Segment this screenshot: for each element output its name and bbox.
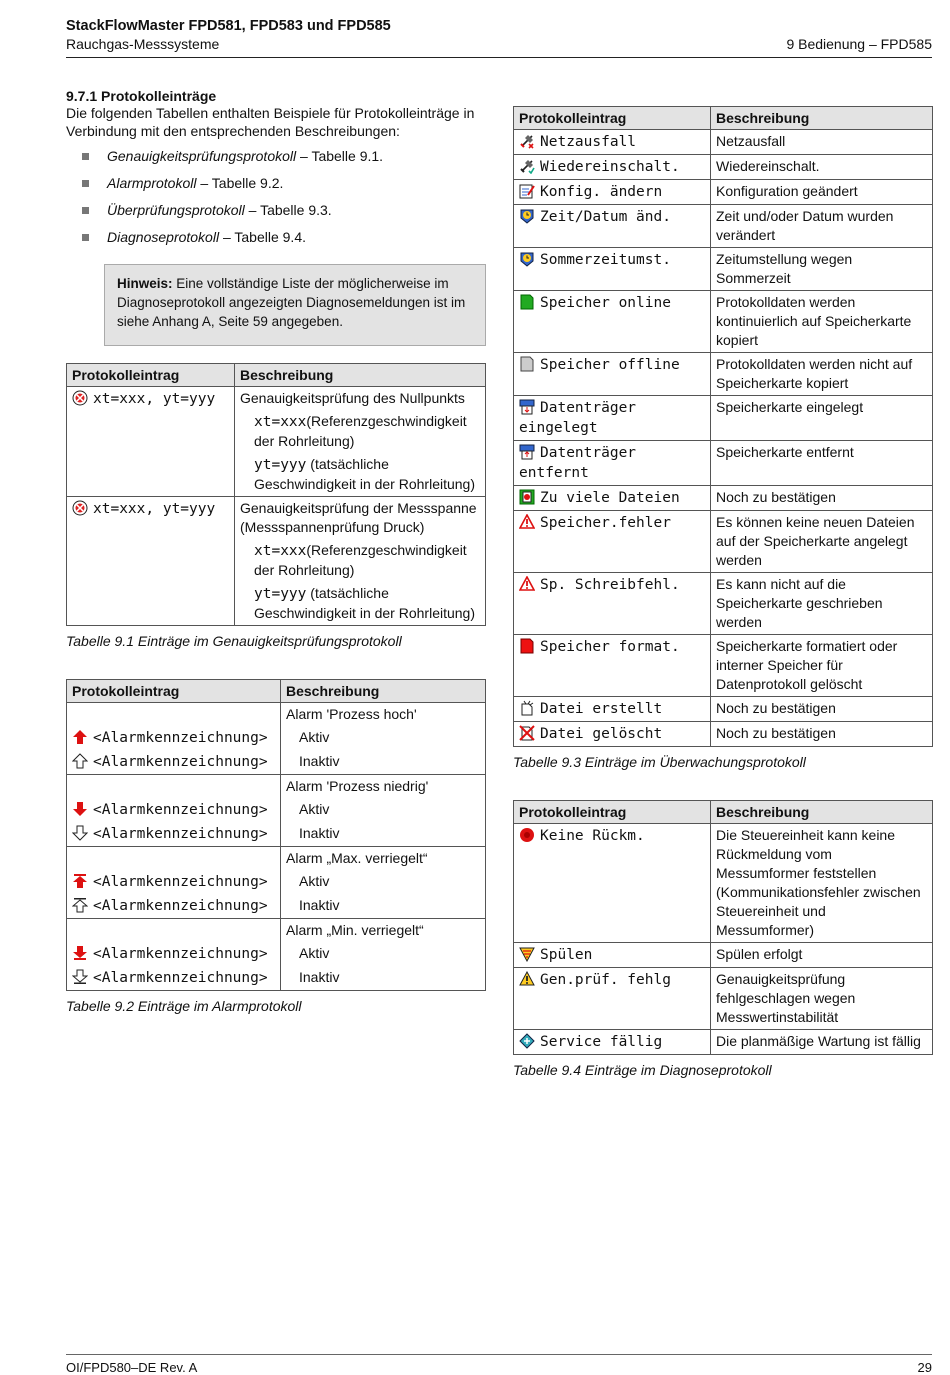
config-edit-icon bbox=[519, 183, 535, 199]
table-row: <Alarmkennzeichnung> Inaktiv bbox=[67, 750, 486, 775]
table-row: xt=xxx, yt=yyy Genauigkeitsprüfung des Nullpunkts xt=xxx(Referenzgeschwindigkeit der Rohrleitung) yt=yyy (tatsächliche Geschwindigkeit in der Rohrleitung) bbox=[67, 387, 486, 497]
power-on-icon bbox=[519, 158, 535, 174]
left-column bbox=[66, 88, 486, 1014]
page-header bbox=[66, 18, 932, 58]
entry-description: Speicherkarte formatiert oder interner Speicher für Datenprotokoll gelöscht bbox=[711, 635, 933, 697]
table-row bbox=[514, 441, 933, 486]
accuracy-check-icon bbox=[72, 500, 88, 516]
arrow-down-latched-filled-icon bbox=[72, 945, 88, 961]
col-header-entry: Protokolleintrag bbox=[67, 364, 235, 387]
entry-code: Speicher format. bbox=[540, 639, 680, 655]
table-caption: Tabelle 9.2 Einträge im Alarmprotokoll bbox=[66, 998, 302, 1014]
entry-description: Speicherkarte eingelegt bbox=[711, 396, 933, 441]
entry-description: Es können keine neuen Dateien auf der Speicherkarte angelegt werden bbox=[711, 511, 933, 573]
entry-code: Datei gelöscht bbox=[540, 726, 663, 742]
media-removed-icon bbox=[519, 444, 535, 460]
table-row bbox=[514, 697, 933, 722]
warning-red-icon bbox=[519, 514, 535, 530]
right-column bbox=[513, 106, 933, 1078]
entry-code: Datei erstellt bbox=[540, 701, 663, 717]
entry-code: Zeit/Datum änd. bbox=[540, 209, 671, 225]
table-row bbox=[514, 291, 933, 353]
maintenance-icon bbox=[519, 1033, 535, 1049]
table-row: <Alarmkennzeichnung> Inaktiv bbox=[67, 966, 486, 991]
entry-description: Noch zu bestätigen bbox=[711, 486, 933, 511]
entry-code: Gen.prüf. fehlg bbox=[540, 972, 671, 988]
page-footer bbox=[66, 1354, 932, 1375]
table-row bbox=[514, 1030, 933, 1055]
header-rule bbox=[66, 57, 932, 58]
doc-subtitle: Rauchgas-Messsysteme bbox=[66, 36, 220, 52]
chapter-label: 9 Bedienung – FPD585 bbox=[786, 36, 932, 52]
page-number: 29 bbox=[917, 1360, 932, 1375]
intro-text: Die folgenden Tabellen enthalten Beispiele für Protokolleinträge in Verbindung mit den entsprechenden Beschreibungen: bbox=[66, 105, 475, 139]
power-off-icon bbox=[519, 133, 535, 149]
table-row bbox=[514, 943, 933, 968]
list-item: Überprüfungsprotokoll – Tabelle 9.3. bbox=[66, 202, 486, 229]
arrow-up-latched-outline-icon bbox=[72, 897, 88, 913]
list-item: Genauigkeitsprüfungsprotokoll – Tabelle 9.1. bbox=[66, 148, 486, 175]
table-caption: Tabelle 9.3 Einträge im Überwachungsprotokoll bbox=[513, 754, 806, 770]
section-heading: 9.7.1 Protokolleinträge bbox=[66, 88, 217, 104]
table-row: <Alarmkennzeichnung> Inaktiv bbox=[67, 894, 486, 919]
entry-description: Genauigkeitsprüfung fehlgeschlagen wegen Messwertinstabilität bbox=[711, 968, 933, 1030]
table-row: <Alarmkennzeichnung> Inaktiv bbox=[67, 822, 486, 847]
doc-number: OI/FPD580–DE Rev. A bbox=[66, 1360, 198, 1375]
entry-code: Zu viele Dateien bbox=[540, 490, 680, 506]
table-caption: Tabelle 9.1 Einträge im Genauigkeitsprüfungsprotokoll bbox=[66, 633, 402, 649]
table-row bbox=[514, 511, 933, 573]
clock-icon bbox=[519, 251, 535, 267]
card-format-icon bbox=[519, 638, 535, 654]
entry-description: Zeitumstellung wegen Sommerzeit bbox=[711, 248, 933, 291]
arrow-down-latched-outline-icon bbox=[72, 969, 88, 985]
no-response-icon bbox=[519, 827, 535, 843]
col-header-entry: Protokolleintrag bbox=[514, 801, 711, 824]
table-row bbox=[514, 396, 933, 441]
entry-code: Konfig. ändern bbox=[540, 184, 663, 200]
accuracy-table bbox=[66, 363, 486, 626]
note-box bbox=[104, 264, 486, 346]
purge-icon bbox=[519, 946, 535, 962]
table-caption: Tabelle 9.4 Einträge im Diagnoseprotokoll bbox=[513, 1062, 772, 1078]
entry-description: Noch zu bestätigen bbox=[711, 722, 933, 747]
card-offline-icon bbox=[519, 356, 535, 372]
card-online-icon bbox=[519, 294, 535, 310]
entry-code: Speicher.fehler bbox=[540, 515, 671, 531]
table-row bbox=[514, 353, 933, 396]
arrow-down-filled-icon bbox=[72, 801, 88, 817]
entry-description: Es kann nicht auf die Speicherkarte geschrieben werden bbox=[711, 573, 933, 635]
table-row bbox=[514, 968, 933, 1030]
entry-code: Sommerzeitumst. bbox=[540, 252, 671, 268]
entry-code: Service fällig bbox=[540, 1034, 663, 1050]
entry-description: Netzausfall bbox=[711, 130, 933, 155]
table-row: <Alarmkennzeichnung> Aktiv bbox=[67, 798, 486, 822]
table-row bbox=[514, 824, 933, 943]
entry-code: Netzausfall bbox=[540, 134, 637, 150]
entry-description: Spülen erfolgt bbox=[711, 943, 933, 968]
table-row bbox=[514, 155, 933, 180]
entry-description: Noch zu bestätigen bbox=[711, 697, 933, 722]
arrow-up-outline-icon bbox=[72, 753, 88, 769]
col-header-entry: Protokolleintrag bbox=[67, 680, 281, 703]
arrow-up-latched-filled-icon bbox=[72, 873, 88, 889]
col-header-entry: Protokolleintrag bbox=[514, 107, 711, 130]
alarm-table: Protokolleintrag Beschreibung Alarm 'Prozess hoch' <Alarmkennzeichnung> Aktiv <Alarmkennzeichnung> Inaktiv Alarm 'Prozess niedrig' <Alarmkennzeichnung> Aktiv <Alarmkennzeichnung> Inaktiv Alarm „Max. verriegelt“ <Alarmkennzeichnung> Aktiv <Alarmkennzeichnung> Inaktiv Alarm „Min. verriegelt“ <Alarmkennzeichnung> Aktiv <Alarmkennzeichnung> Inaktiv bbox=[66, 679, 486, 991]
col-header-desc: Beschreibung bbox=[711, 801, 933, 824]
table-row bbox=[514, 573, 933, 635]
table-row bbox=[514, 486, 933, 511]
col-header-desc: Beschreibung bbox=[711, 107, 933, 130]
table-list bbox=[66, 148, 486, 256]
table-row: xt=xxx, yt=yyy Genauigkeitsprüfung der Messspanne (Messspannenprüfung Druck) xt=xxx(Referenzgeschwindigkeit der Rohrleitung) yt=yyy (tatsächliche Geschwindigkeit in der Rohrleitung) bbox=[67, 497, 486, 626]
entry-description: Konfiguration geändert bbox=[711, 180, 933, 205]
entry-code: Datenträger entfernt bbox=[519, 445, 637, 481]
file-created-icon bbox=[519, 700, 535, 716]
table-row: <Alarmkennzeichnung> Aktiv bbox=[67, 726, 486, 750]
entry-code: Speicher online bbox=[540, 295, 671, 311]
arrow-up-filled-icon bbox=[72, 729, 88, 745]
diagnostic-table bbox=[513, 800, 933, 1055]
arrow-down-outline-icon bbox=[72, 825, 88, 841]
entry-description: Zeit und/oder Datum wurden verändert bbox=[711, 205, 933, 248]
clock-icon bbox=[519, 208, 535, 224]
file-deleted-icon bbox=[519, 725, 535, 741]
entry-description: Wiedereinschalt. bbox=[711, 155, 933, 180]
table-row bbox=[514, 722, 933, 747]
table-row bbox=[514, 205, 933, 248]
entry-description: Speicherkarte entfernt bbox=[711, 441, 933, 486]
entry-code: Wiedereinschalt. bbox=[540, 159, 680, 175]
warning-yellow-icon bbox=[519, 971, 535, 987]
entry-description: Protokolldaten werden nicht auf Speicherkarte kopiert bbox=[711, 353, 933, 396]
warning-red-icon bbox=[519, 576, 535, 592]
media-inserted-icon bbox=[519, 399, 535, 415]
entry-description: Die Steuereinheit kann keine Rückmeldung vom Messumformer feststellen (Kommunikationsfehler zwischen Steuereinheit und Messumformer) bbox=[711, 824, 933, 943]
col-header-desc: Beschreibung bbox=[281, 680, 486, 703]
list-item: Alarmprotokoll – Tabelle 9.2. bbox=[66, 175, 486, 202]
entry-code: Spülen bbox=[540, 947, 593, 963]
monitoring-table bbox=[513, 106, 933, 747]
note-text: Eine vollständige Liste der möglicherweise im Diagnoseprotokoll angezeigten Diagnosemeldungen ist im siehe Anhang A, Seite 59 angegeben. bbox=[117, 276, 466, 329]
table-row: <Alarmkennzeichnung> Aktiv bbox=[67, 870, 486, 894]
list-item: Diagnoseprotokoll – Tabelle 9.4. bbox=[66, 229, 486, 256]
entry-description: Protokolldaten werden kontinuierlich auf Speicherkarte kopiert bbox=[711, 291, 933, 353]
doc-title: StackFlowMaster FPD581, FPD583 und FPD585 bbox=[66, 18, 391, 34]
entry-code: Sp. Schreibfehl. bbox=[540, 577, 680, 593]
table-row bbox=[514, 635, 933, 697]
entry-code: Keine Rückm. bbox=[540, 828, 645, 844]
too-many-files-icon bbox=[519, 489, 535, 505]
entry-description: Die planmäßige Wartung ist fällig bbox=[711, 1030, 933, 1055]
col-header-desc: Beschreibung bbox=[235, 364, 486, 387]
note-label: Hinweis: bbox=[117, 276, 173, 291]
table-row bbox=[514, 180, 933, 205]
entry-code: Datenträger eingelegt bbox=[519, 400, 637, 436]
table-row bbox=[514, 248, 933, 291]
table-row bbox=[514, 130, 933, 155]
accuracy-check-icon bbox=[72, 390, 88, 406]
entry-code: Speicher offline bbox=[540, 357, 680, 373]
table-row: <Alarmkennzeichnung> Aktiv bbox=[67, 942, 486, 966]
